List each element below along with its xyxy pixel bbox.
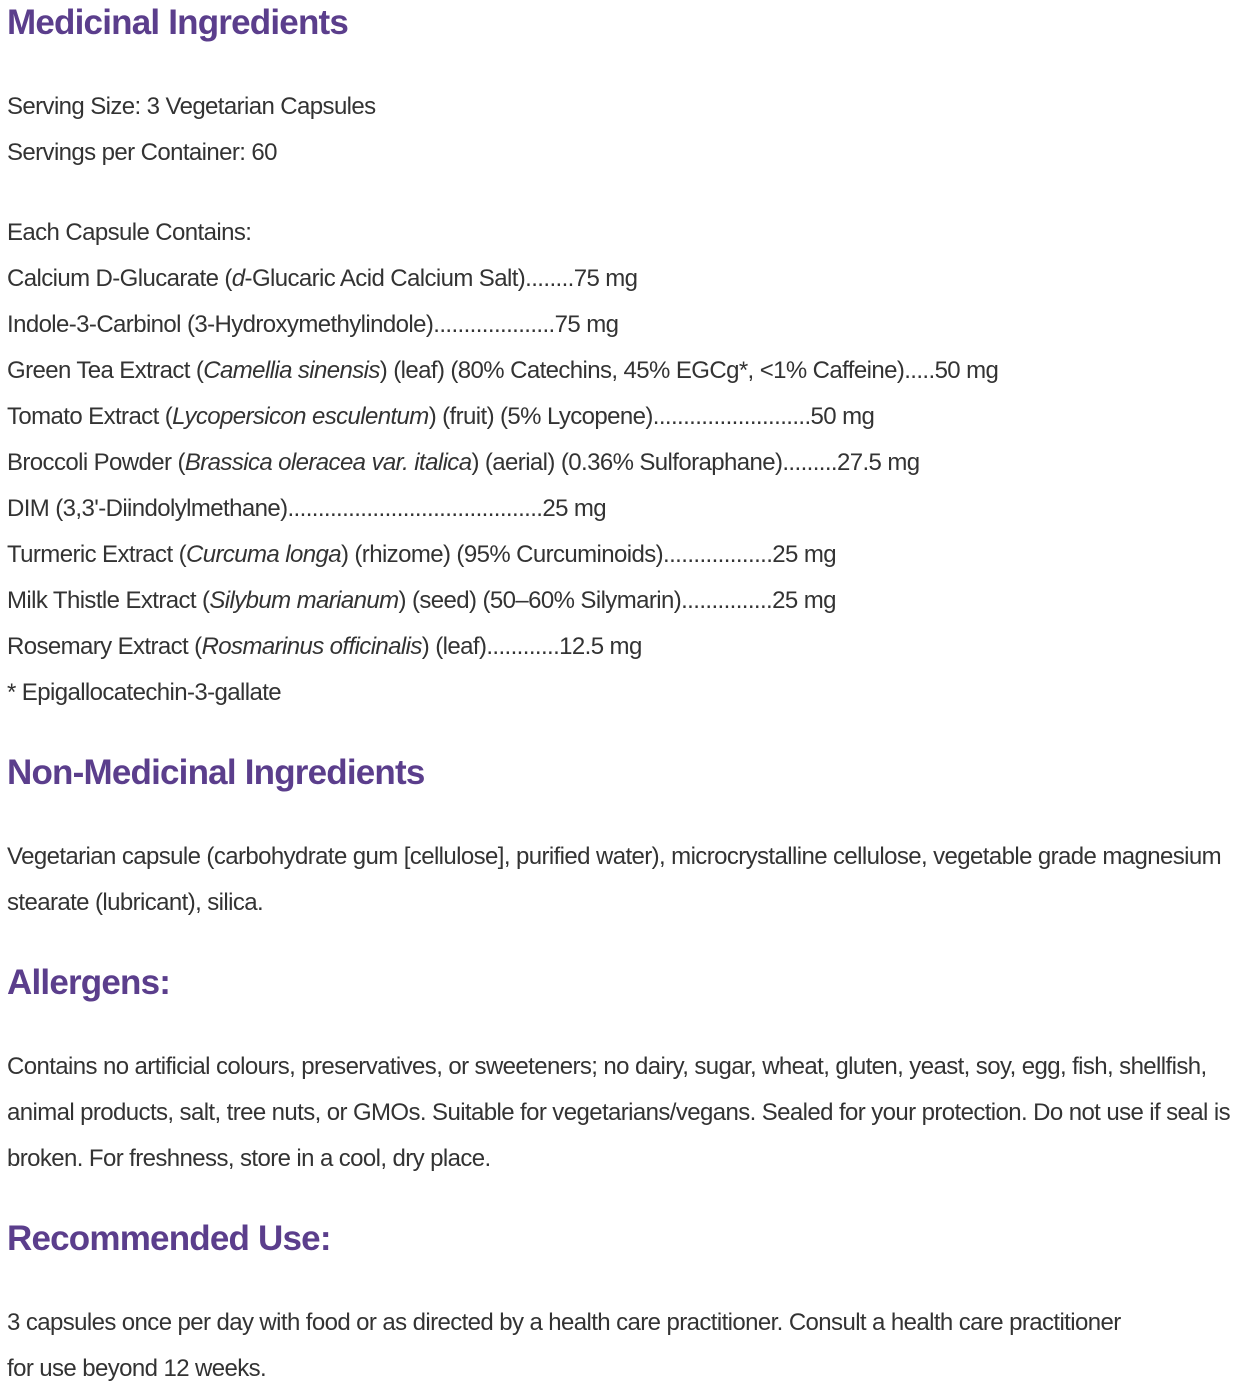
ingredient-row	[7, 486, 998, 532]
ingredient-row	[7, 394, 998, 440]
ingredient-list	[7, 256, 998, 670]
medicinal-ingredients-heading: Medicinal Ingredients	[7, 3, 349, 42]
ingredient-row	[7, 624, 998, 670]
ingredient-leader-dots: ........	[525, 265, 574, 292]
ingredient-name: Tomato Extract (	[7, 403, 173, 430]
ingredient-leader-dots: .........	[782, 449, 837, 476]
ingredient-name: Calcium D-Glucarate (	[7, 265, 232, 292]
each-capsule-contains: Each Capsule Contains:	[7, 219, 252, 246]
recommended-use-text: 3 capsules once per day with food or as directed by a health care practitioner. Consult a health care practitioner for use beyond 12 weeks.	[7, 1309, 1121, 1382]
serving-size: Serving Size: 3 Vegetarian Capsules	[7, 93, 376, 120]
ingredient-row	[7, 440, 998, 486]
ingredient-amount: 75 mg	[573, 265, 638, 292]
ingredient-latin-name: Brassica oleracea var. italica	[184, 449, 472, 476]
ingredient-row	[7, 256, 998, 302]
ingredient-leader-dots: .....	[904, 357, 935, 384]
ingredient-name: Indole-3-Carbinol (3-Hydroxymethylindole)	[7, 311, 434, 338]
ingredient-name: DIM (3,3'-Diindolylmethane)	[7, 495, 288, 522]
ingredient-details: ) (aerial) (0.36% Sulforaphane)	[471, 449, 783, 476]
ingredient-latin-name: d	[231, 265, 245, 292]
ingredient-leader-dots: ..................	[663, 541, 773, 568]
ingredient-row	[7, 302, 998, 348]
ingredient-row	[7, 348, 998, 394]
ingredient-details: -Glucaric Acid Calcium Salt)	[244, 265, 526, 292]
ingredient-leader-dots: ............	[486, 633, 560, 660]
ingredient-details: ) (seed) (50–60% Silymarin)	[398, 587, 682, 614]
footnote: * Epigallocatechin-3-gallate	[7, 679, 282, 706]
ingredient-name: Turmeric Extract (	[7, 541, 186, 568]
allergens-text: Contains no artificial colours, preservatives, or sweeteners; no dairy, sugar, wheat, gluten, yeast, soy, egg, fish, shellfish, animal products, salt, tree nuts, or GMOs. Suitable for vegetarians/vegans. Sealed for your protection. Do not use if seal is broken. For freshness, store in a cool, dry place.	[7, 1053, 1230, 1172]
ingredient-amount: 25 mg	[772, 587, 836, 614]
ingredient-latin-name: Silybum marianum	[209, 587, 399, 614]
ingredient-leader-dots: ..........................................	[287, 495, 543, 522]
ingredient-row	[7, 532, 998, 578]
ingredient-amount: 50 mg	[934, 357, 999, 384]
allergens-heading: Allergens:	[7, 963, 171, 1002]
ingredient-leader-dots: ....................	[433, 311, 555, 338]
non-medicinal-ingredients-heading: Non-Medicinal Ingredients	[7, 753, 425, 792]
ingredient-amount: 75 mg	[554, 311, 619, 338]
ingredient-details: ) (fruit) (5% Lycopene)	[428, 403, 653, 430]
ingredient-leader-dots: ..........................	[652, 403, 811, 430]
ingredient-amount: 25 mg	[542, 495, 607, 522]
ingredient-name: Broccoli Powder (	[7, 449, 185, 476]
ingredient-latin-name: Curcuma longa	[186, 541, 341, 568]
ingredient-leader-dots: ...............	[681, 587, 773, 614]
non-medicinal-text: Vegetarian capsule (carbohydrate gum [cellulose], purified water), microcrystalline cellulose, vegetable grade magnesium stearate (lubricant), silica.	[7, 843, 1221, 916]
ingredient-details: ) (leaf) (80% Catechins, 45% EGCg*, <1% Caffeine)	[379, 357, 905, 384]
ingredient-latin-name: Lycopersicon esculentum	[172, 403, 429, 430]
ingredient-amount: 50 mg	[810, 403, 875, 430]
ingredient-name: Green Tea Extract (	[7, 357, 204, 384]
ingredient-amount: 27.5 mg	[836, 449, 920, 476]
ingredient-details: ) (rhizome) (95% Curcuminoids)	[340, 541, 664, 568]
ingredient-latin-name: Camellia sinensis	[203, 357, 380, 384]
ingredient-name: Rosemary Extract (	[7, 633, 202, 660]
ingredient-details: ) (leaf)	[421, 633, 487, 660]
ingredient-name: Milk Thistle Extract (	[7, 587, 210, 614]
ingredient-row	[7, 578, 998, 624]
servings-per-container: Servings per Container: 60	[7, 139, 277, 166]
ingredient-amount: 25 mg	[772, 541, 836, 568]
ingredient-latin-name: Rosmarinus officinalis	[201, 633, 422, 660]
recommended-use-heading: Recommended Use:	[7, 1219, 331, 1258]
ingredient-amount: 12.5 mg	[559, 633, 642, 660]
